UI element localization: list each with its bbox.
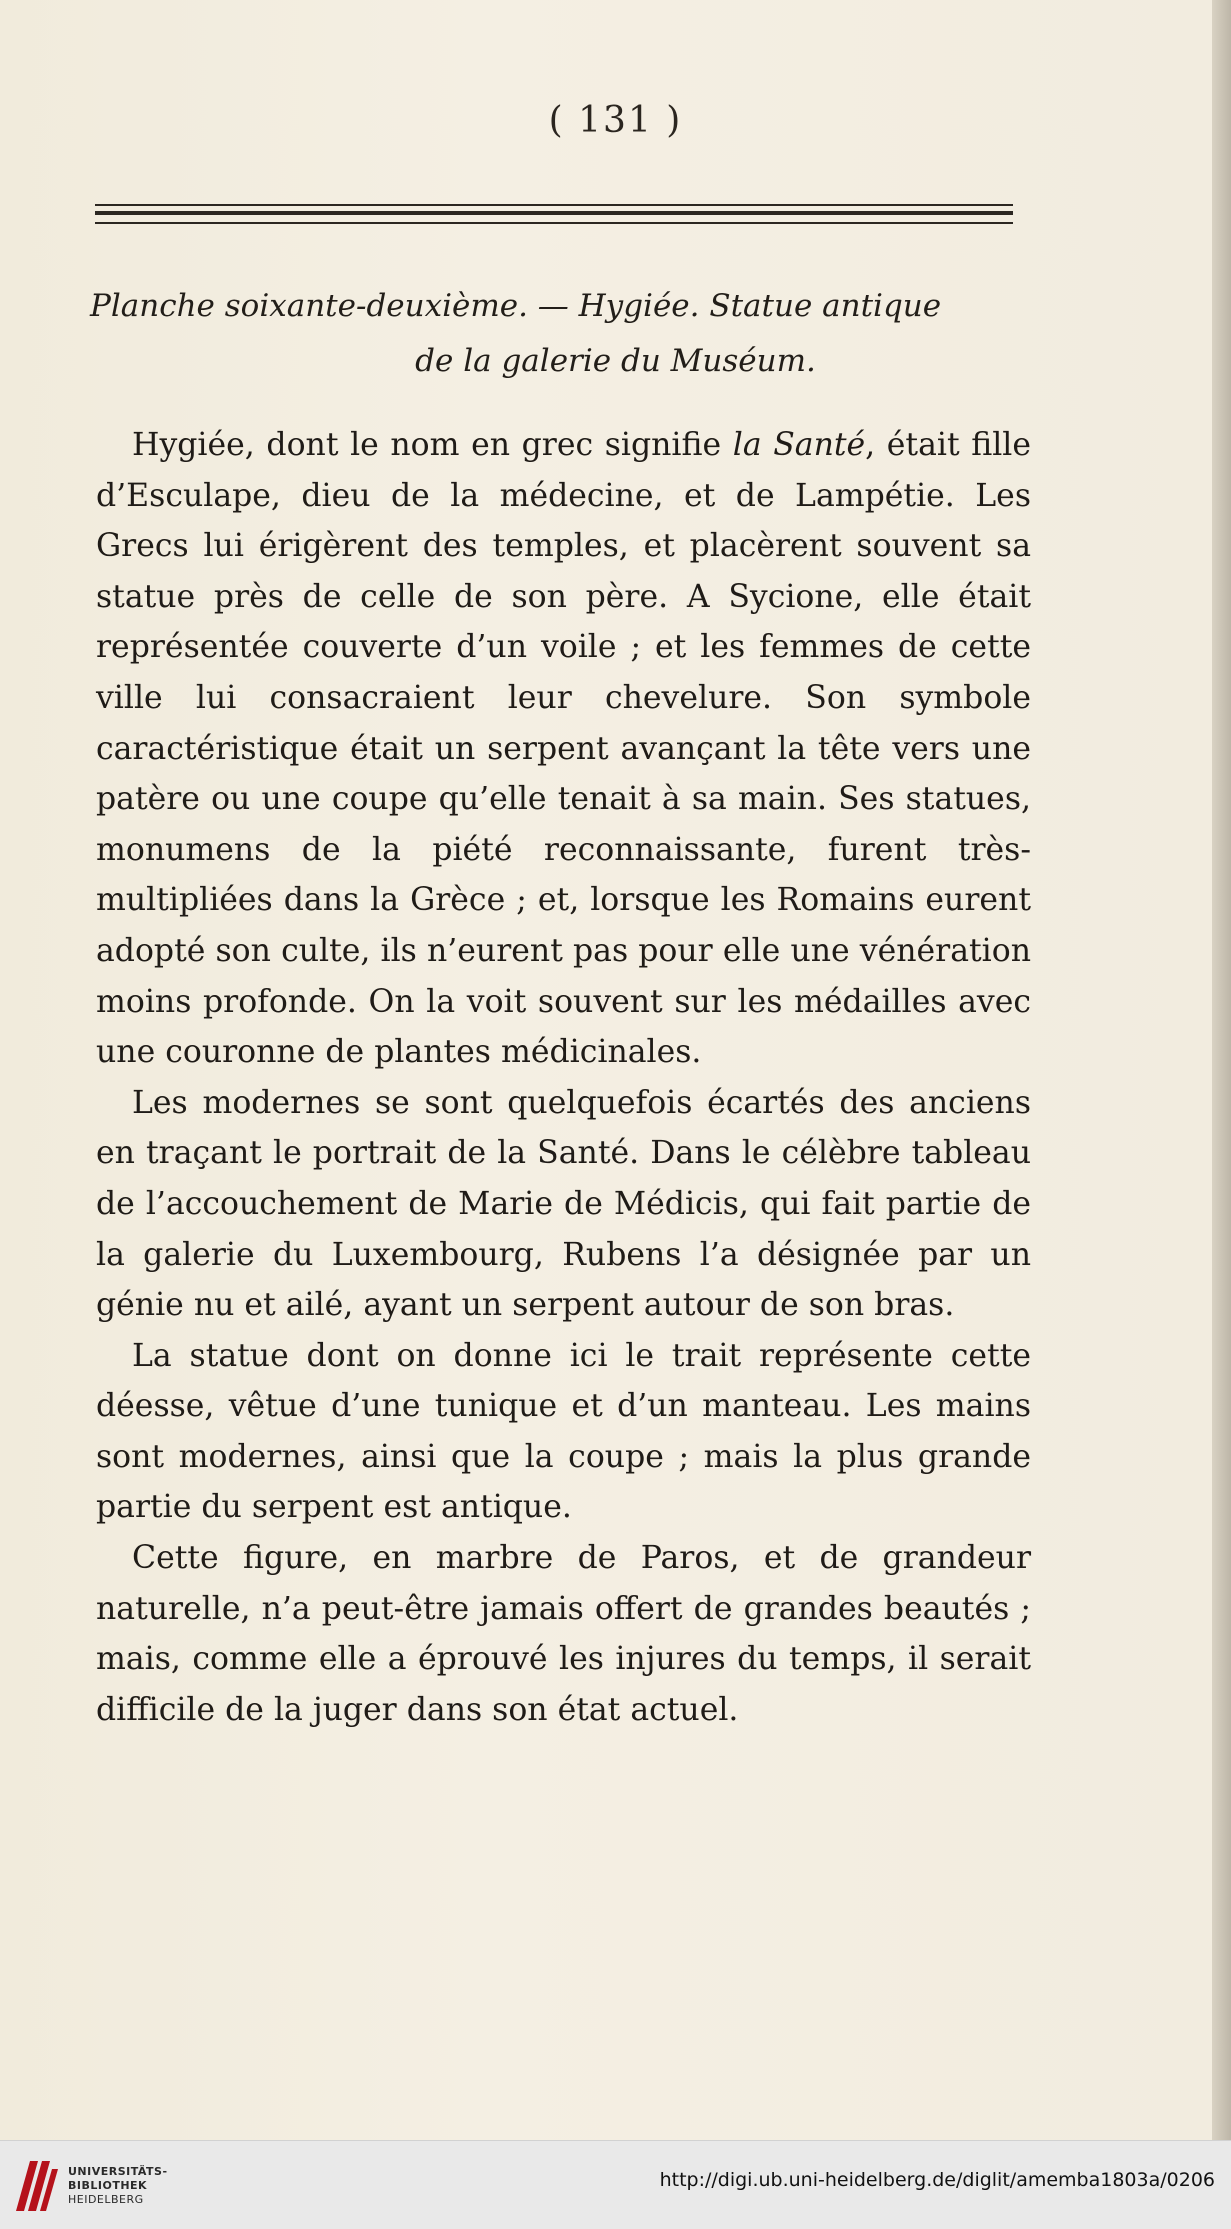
paragraph-3: La statue dont on donne ici le trait représente cette déesse, vêtue d’une tunique et d’un manteau. Les mains sont modernes, ainsi que la coupe ; mais la plus grande partie du serpent est antique. [96, 1337, 1031, 1526]
paragraph-4: Cette figure, en marbre de Paros, et de grandeur naturelle, n’a peut-être jamais offert de grandes beautés ; mais, comme elle a éprouvé les injures du temps, il serait difficile de la juger dans son état actuel. [96, 1540, 1031, 1728]
body-text [96, 420, 1031, 1735]
logo-text-line-1: UNIVERSITÄTS- [68, 2165, 168, 2178]
header-rule [95, 204, 1013, 206]
library-logo-icon [12, 2155, 60, 2215]
plate-heading-line-1: Planche soixante-deuxième. — Hygiée. Statue antique [90, 288, 942, 324]
paragraph-1-rest: , était fille d’Esculape, dieu de la médecine, et de Lampétie. Les Grecs lui érigèrent des temples, et placèrent souvent sa statue près de celle de son père. A Sycione, elle était représentée couverte d’un voile ; et les femmes de cette ville lui consacraient leur chevelure. Son symbole caractéristique était un serpent avançant la tête vers une patère ou une coupe qu’elle tenait à sa main. Ses statues, monumens de la piété reconnaissante, furent très-multipliées dans la Grèce ; et, lorsque les Romains eurent adopté son culte, ils n’eurent pas pour elle une vénération moins profonde. On la voit souvent sur les médailles avec une couronne de plantes médicinales. [96, 427, 1031, 1071]
logo-text-line-2: BIBLIOTHEK [68, 2179, 148, 2192]
plate-heading-line-2: de la galerie du Muséum. [415, 343, 816, 379]
paragraph-1-lead: Hygiée, dont le nom en grec signifie [132, 427, 733, 463]
permalink-url[interactable]: http://digi.ub.uni-heidelberg.de/diglit/amemba1803a/0206 [659, 2169, 1215, 2191]
paragraph-1-italic: la Santé [732, 427, 866, 463]
page-edge [1212, 0, 1231, 2140]
header-rule [95, 222, 1013, 224]
page-number: ( 131 ) [548, 100, 683, 141]
paragraph-2: Les modernes se sont quelquefois écartés des anciens en traçant le portrait de la Santé. Dans le célèbre tableau de l’accouchement de Marie de Médicis, qui fait partie de la galerie du Luxembourg, Rubens l’a désignée par un génie nu et ailé, ayant un serpent autour de son bras. [96, 1084, 1031, 1324]
viewer-footer [0, 2140, 1231, 2229]
paragraph-1 [96, 420, 1031, 1078]
header-rule [95, 211, 1013, 215]
logo-text-line-3: HEIDELBERG [68, 2193, 144, 2206]
